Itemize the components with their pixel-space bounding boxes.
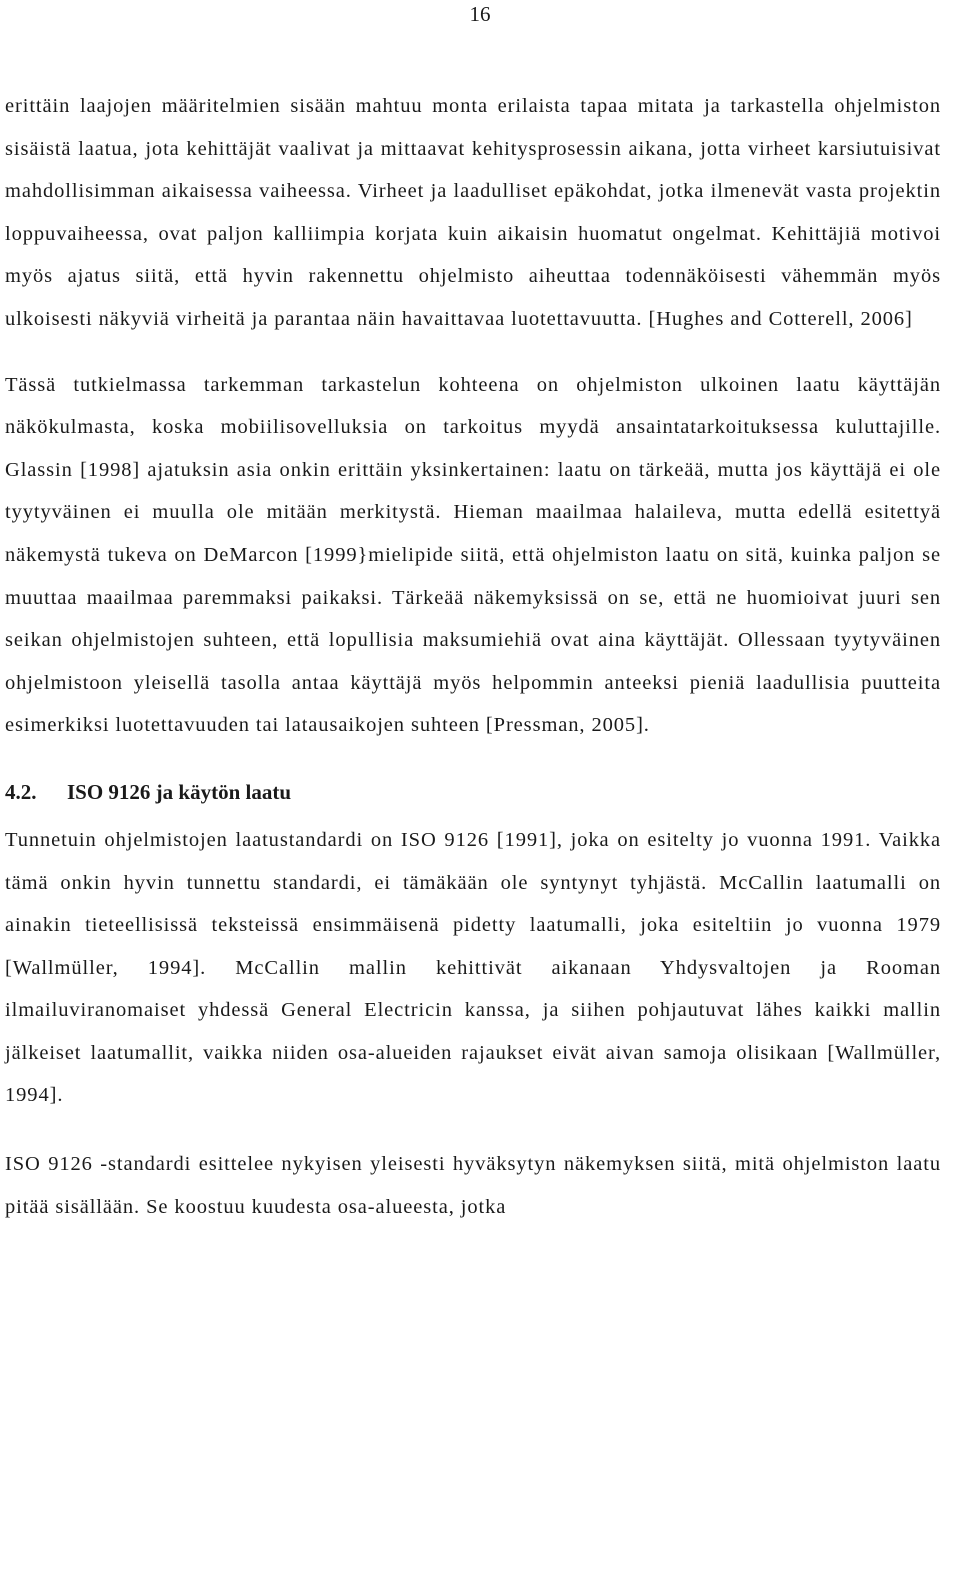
- body-paragraph-2: Tässä tutkielmassa tarkemman tarkastelun kohteena on ohjelmiston ulkoinen laatu käyttäjän näkökulmasta, koska mobiilisovelluksia on tarkoitus myydä ansaintatarkoituksessa kuluttajille. Glassin [1998] ajatuksin asia onkin erittäin yksinkertainen: laatu on tärkeää, mutta jos käyttäjä ei ole tyytyväinen ei muulla ole mitään merkitystä. Hieman maailmaa halaileva, mutta edellä esitettyä näkemystä tukeva on DeMarcon [1999}mielipide siitä, että ohjelmiston laatu on sitä, kuinka paljon se muuttaa maailmaa paremmaksi paikaksi. Tärkeää näkemyksissä on se, että ne huomioivat juuri sen seikan ohjelmistojen suhteen, että lopullisia maksumiehiä ovat aina käyttäjät. Ollessaan tyytyväinen ohjelmistoon yleisellä tasolla antaa käyttäjä myös helpommin anteeksi pieniä laadullisia puutteita esimerkiksi luotettavuuden tai latausaikojen suhteen [Pressman, 2005].: [5, 373, 941, 737]
- page-number: 16: [469, 2, 491, 26]
- body-paragraph-1: erittäin laajojen määritelmien sisään mahtuu monta erilaista tapaa mitata ja tarkastella ohjelmiston sisäistä laatua, jota kehittäjät vaalivat ja mittaavat kehitysprosessin aikana, jotta virheet karsiutuisivat mahdollisimman aikaisessa vaiheessa. Virheet ja laadulliset epäkohdat, jotka ilmenevät vasta projektin loppuvaiheessa, ovat paljon kalliimpia korjata kuin aikaisin huomatut ongelmat. Kehittäjiä motivoi myös ajatus siitä, että hyvin rakennettu ohjelmisto aiheuttaa todennäköisesti vähemmän myös ulkoisesti näkyviä virheitä ja parantaa näin havaittavaa luotettavuutta. [Hughes and Cotterell, 2006]: [5, 95, 941, 330]
- section-paragraph-1: Tunnetuin ohjelmistojen laatustandardi on ISO 9126 [1991], joka on esitelty jo vuonna 1991. Vaikka tämä onkin hyvin tunnettu standardi, ei tämäkään ole syntynyt tyhjästä. McCallin laatumalli on ainakin tieteellisissä teksteissä ensimmäisenä pidetty laatumalli, joka esiteltiin jo vuonna 1979 [Wallmüller, 1994]. McCallin mallin kehittivät aikanaan Yhdysvaltojen ja Rooman ilmailuviranomaiset yhdessä General Electricin kanssa, ja siihen pohjautuvat lähes kaikki mallin jälkeiset laatumallit, vaikka niiden osa-alueiden rajaukset eivät aivan samoja olisikaan [Wallmüller, 1994].: [5, 828, 941, 1107]
- section-number: 4.2.: [5, 779, 37, 804]
- section-heading: [5, 771, 941, 813]
- page-body: [5, 85, 941, 1228]
- section-paragraph-2: ISO 9126 -standardi esittelee nykyisen yleisesti hyväksytyn näkemyksen siitä, mitä ohjelmiston laatu pitää sisällään. Se koostuu kuudesta osa-alueesta, jotka: [5, 1153, 941, 1218]
- section-title: ISO 9126 ja käytön laatu: [67, 779, 292, 804]
